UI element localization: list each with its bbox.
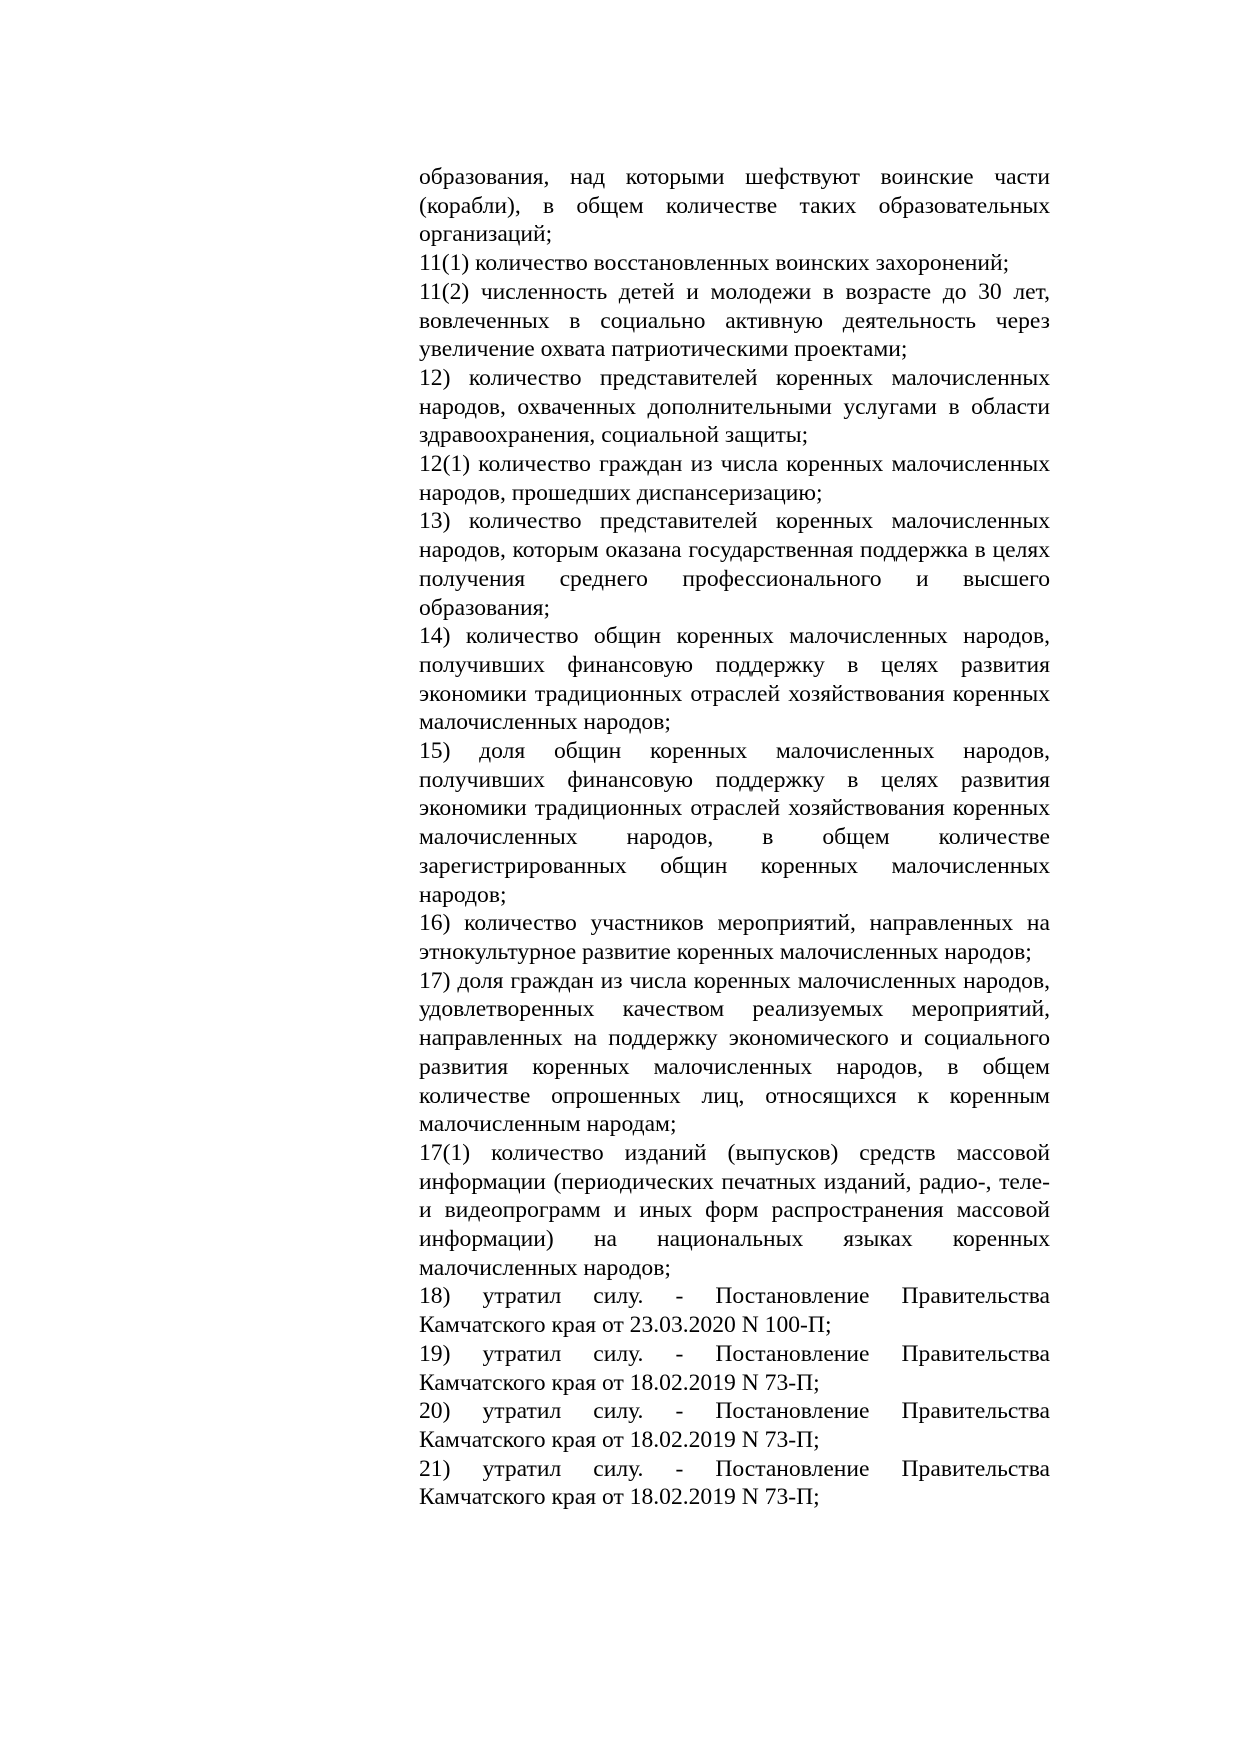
paragraph-12-1: 12(1) количество граждан из числа коренных малочисленных народов, прошедших диспансеризацию; — [419, 451, 1050, 506]
paragraph-15: 15) доля общин коренных малочисленных народов, получивших финансовую поддержку в целях развития экономики традиционных отраслей хозяйствования коренных малочисленных народов, в общем количестве зарегистрированных общин коренных малочисленных народов; — [419, 738, 1050, 908]
paragraph-16: 16) количество участников мероприятий, направленных на этнокультурное развитие коренных малочисленных народов; — [419, 910, 1050, 965]
paragraph-11-2: 11(2) численность детей и молодежи в возрасте до 30 лет, вовлеченных в социально активную деятельность через увеличение охвата патриотическими проектами; — [419, 278, 1050, 363]
document-body — [419, 163, 1050, 1512]
paragraph-18: 18) утратил силу. - Постановление Правительства Камчатского края от 23.03.2020 N 100-П; — [419, 1283, 1050, 1339]
paragraph-education-sponsorship: образования, над которыми шефствуют воинские части (корабли), в общем количестве таких образовательных организаций; — [419, 164, 1050, 248]
paragraph-17-1: 17(1) количество изданий (выпусков) средств массовой информации (периодических печатных изданий, радио-, теле- и видеопрограмм и иных форм распространения массовой информации) на национальных языках коренных малочисленных народов; — [419, 1139, 1050, 1281]
paragraph-20: 20) утратил силу. - Постановление Правительства Камчатского края от 18.02.2019 N 73-П; — [419, 1398, 1050, 1453]
paragraph-21: 21) утратил силу. - Постановление Правительства Камчатского края от 18.02.2019 N 73-П; — [419, 1455, 1050, 1511]
paragraph-17: 17) доля граждан из числа коренных малочисленных народов, удовлетворенных качеством реализуемых мероприятий, направленных на поддержку экономического и социального развития коренных малочисленных народов, в общем количестве опрошенных лиц, относящихся к коренным малочисленным народам; — [419, 967, 1050, 1138]
paragraph-12: 12) количество представителей коренных малочисленных народов, охваченных дополнительными услугами в области здравоохранения, социальной защиты; — [419, 364, 1050, 449]
paragraph-13: 13) количество представителей коренных малочисленных народов, которым оказана государственная поддержка в целях получения среднего профессионального и высшего образования; — [419, 508, 1050, 621]
paragraph-11-1: 11(1) количество восстановленных воинских захоронений; — [419, 250, 1010, 277]
paragraph-19: 19) утратил силу. - Постановление Правительства Камчатского края от 18.02.2019 N 73-П; — [419, 1340, 1050, 1396]
paragraph-14: 14) количество общин коренных малочисленных народов, получивших финансовую поддержку в целях развития экономики традиционных отраслей хозяйствования коренных малочисленных народов; — [419, 623, 1050, 736]
